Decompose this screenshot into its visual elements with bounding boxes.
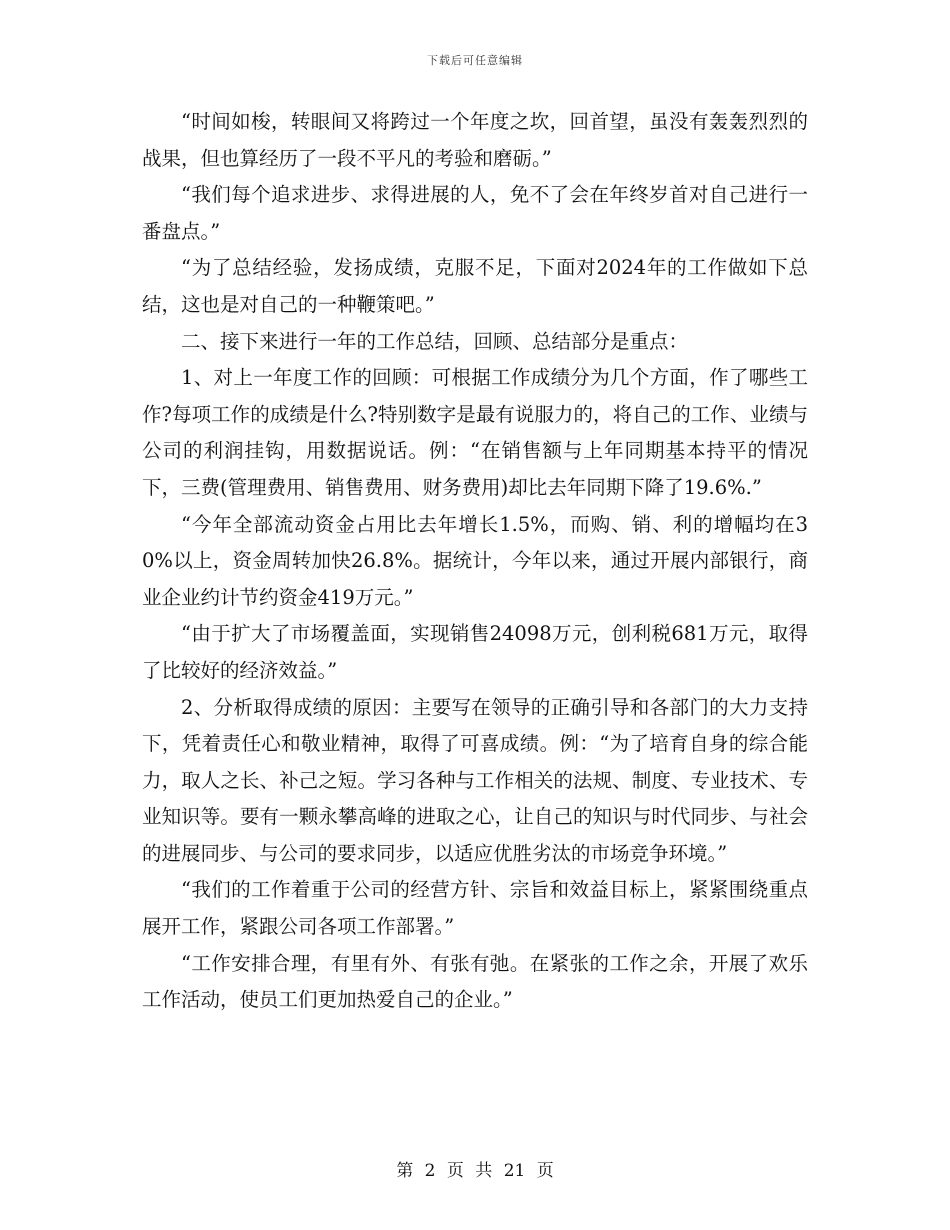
paragraph: “时间如梭，转眼间又将跨过一个年度之坎，回首望，虽没有轰轰烈烈的战果，但也算经历了一段不平凡的考验和磨砺。”: [142, 110, 808, 170]
section-heading: 二、接下来进行一年的工作总结，回顾、总结部分是重点：: [181, 329, 689, 353]
paragraph: “由于扩大了市场覆盖面，实现销售24098万元，创利税681万元，取得了比较好的经济效益。”: [142, 622, 808, 682]
paragraph: 2、分析取得成绩的原因：主要写在领导的正确引导和各部门的大力支持下，凭着责任心和敬业精神，取得了可喜成绩。例：“为了培育自身的综合能力，取人之长、补己之短。学习各种与工作相关的法规、制度、专业技术、专业知识等。要有一颗永攀高峰的进取之心，让自己的知识与时代同步、与社会的进展同步、与公司的要求同步，以适应优胜劣汰的市场竞争环境。”: [142, 695, 808, 865]
paragraph: 1、对上一年度工作的回顾：可根据工作成绩分为几个方面，作了哪些工作?每项工作的成绩是什么?特别数字是最有说服力的，将自己的工作、业绩与公司的利润挂钩，用数据说话。例：“在销售额与上年同期基本持平的情况下，三费(管理费用、销售费用、财务费用)却比去年同期下降了19.6%.”: [142, 366, 808, 499]
paragraph: “今年全部流动资金占用比去年增长1.5%，而购、销、利的增幅均在30%以上，资金周转加快26.8%。据统计，今年以来，通过开展内部银行，商业企业约计节约资金419万元。”: [142, 512, 808, 609]
paragraph: “我们每个追求进步、求得进展的人，免不了会在年终岁首对自己进行一番盘点。”: [142, 183, 808, 243]
paragraph: “工作安排合理，有里有外、有张有弛。在紧张的工作之余，开展了欢乐工作活动，使员工们更加热爱自己的企业。”: [142, 951, 808, 1012]
page-number: 第 2 页 共 21 页: [396, 1161, 554, 1181]
document-body: [142, 104, 808, 1019]
page-header: 下载后可任意编辑: [427, 54, 523, 67]
paragraph: “我们的工作着重于公司的经营方针、宗旨和效益目标上，紧紧围绕重点展开工作，紧跟公司各项工作部署。”: [142, 878, 808, 939]
paragraph: “为了总结经验，发扬成绩，克服不足，下面对2024年的工作做如下总结，这也是对自己的一种鞭策吧。”: [142, 256, 808, 316]
